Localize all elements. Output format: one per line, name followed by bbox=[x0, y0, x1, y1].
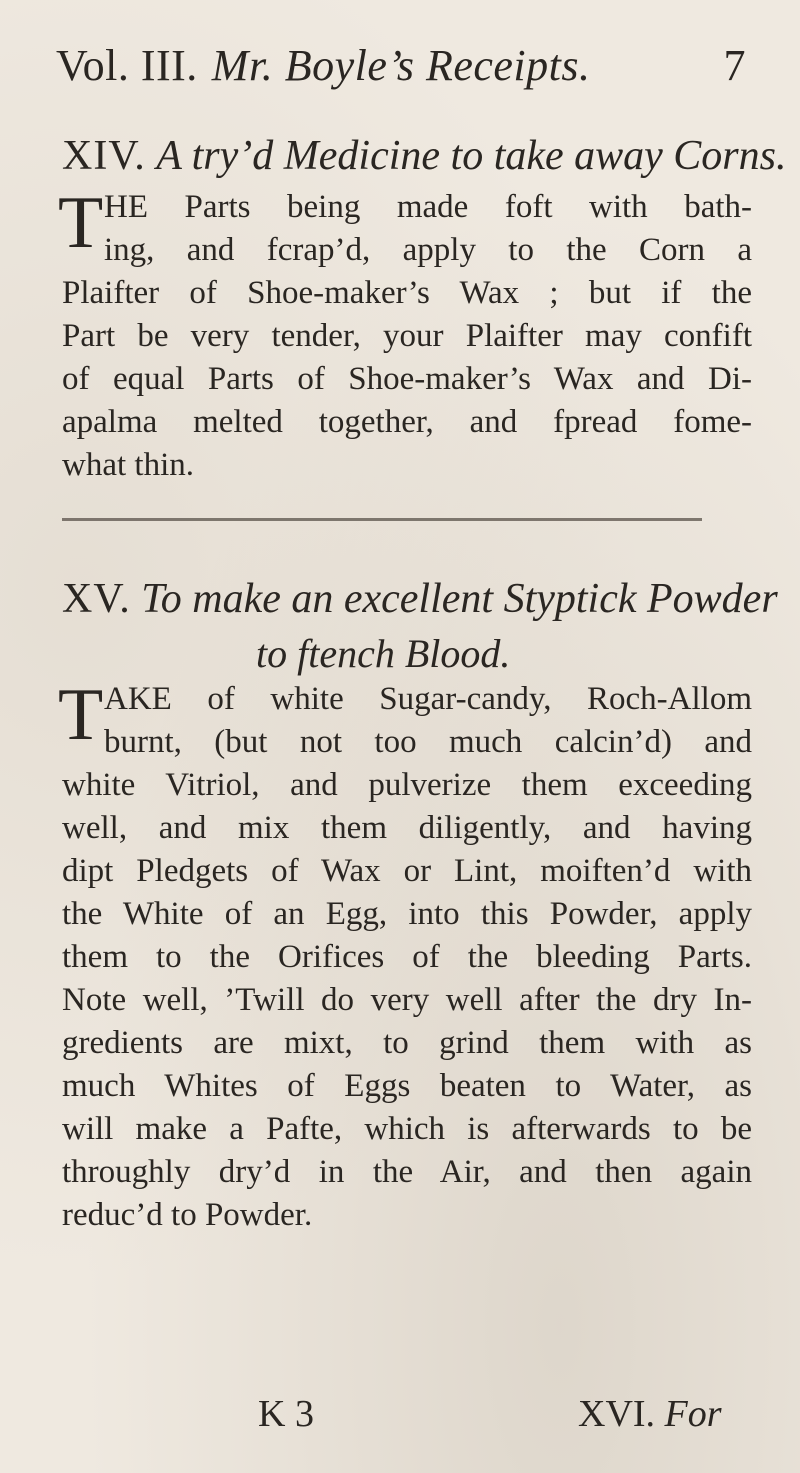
body-line: of equal Parts of Shoe-maker’s Wax and Di- bbox=[62, 361, 752, 397]
body-line: Note well, ’Twill do very well after the dry In- bbox=[62, 982, 752, 1018]
catchword-number: XVI. bbox=[578, 1393, 656, 1435]
section-15-body bbox=[58, 674, 752, 1237]
body-line: Plaifter of Shoe-maker’s Wax ; but if the bbox=[62, 275, 752, 311]
section-15-heading bbox=[62, 575, 778, 623]
page-number: 7 bbox=[723, 41, 746, 90]
body-line: HE Parts being made foft with bath- bbox=[104, 189, 752, 225]
volume-label: Vol. III. bbox=[56, 41, 198, 90]
body-line: reduc’d to Powder. bbox=[62, 1197, 313, 1233]
section-15-number: XV. bbox=[62, 576, 131, 622]
section-14-title: A try’d Medicine to take away Corns. bbox=[156, 133, 787, 179]
body-line: Part be very tender, your Plaifter may confift bbox=[62, 318, 752, 354]
body-line: ing, and fcrap’d, apply to the Corn a bbox=[104, 232, 752, 268]
section-14-number: XIV. bbox=[62, 133, 146, 179]
body-line: white Vitriol, and pulverize them exceeding bbox=[62, 767, 752, 803]
body-line: gredients are mixt, to grind them with as bbox=[62, 1025, 752, 1061]
section-14-drop-cap: T bbox=[58, 182, 104, 264]
section-15-title: To make an excellent Styptick Powder bbox=[141, 576, 778, 622]
catchword-word: For bbox=[664, 1393, 722, 1435]
body-line: much Whites of Eggs beaten to Water, as bbox=[62, 1068, 752, 1104]
signature-mark: K 3 bbox=[258, 1393, 314, 1435]
body-line: well, and mix them diligently, and having bbox=[62, 810, 752, 846]
body-line: burnt, (but not too much calcin’d) and bbox=[104, 724, 752, 760]
body-line: dipt Pledgets of Wax or Lint, moiften’d with bbox=[62, 853, 752, 889]
catchword bbox=[578, 1392, 722, 1436]
section-15-drop-cap: T bbox=[58, 674, 104, 756]
body-line: AKE of white Sugar-candy, Roch-Allom bbox=[104, 681, 752, 717]
section-15-title-continued: to ftench Blood. bbox=[256, 631, 511, 676]
running-title: Mr. Boyle’s Receipts. bbox=[211, 41, 591, 90]
section-14-body bbox=[58, 182, 752, 487]
body-line: will make a Pafte, which is afterwards to be bbox=[62, 1111, 752, 1147]
running-head bbox=[56, 40, 746, 100]
body-line: apalma melted together, and fpread fome- bbox=[62, 404, 752, 440]
body-line: throughly dry’d in the Air, and then again bbox=[62, 1154, 752, 1190]
body-line: them to the Orifices of the bleeding Parts. bbox=[62, 939, 752, 975]
body-line: the White of an Egg, into this Powder, apply bbox=[62, 896, 752, 932]
section-14-heading bbox=[62, 132, 787, 180]
body-line: what thin. bbox=[62, 447, 194, 483]
section-divider-rule bbox=[62, 518, 702, 521]
